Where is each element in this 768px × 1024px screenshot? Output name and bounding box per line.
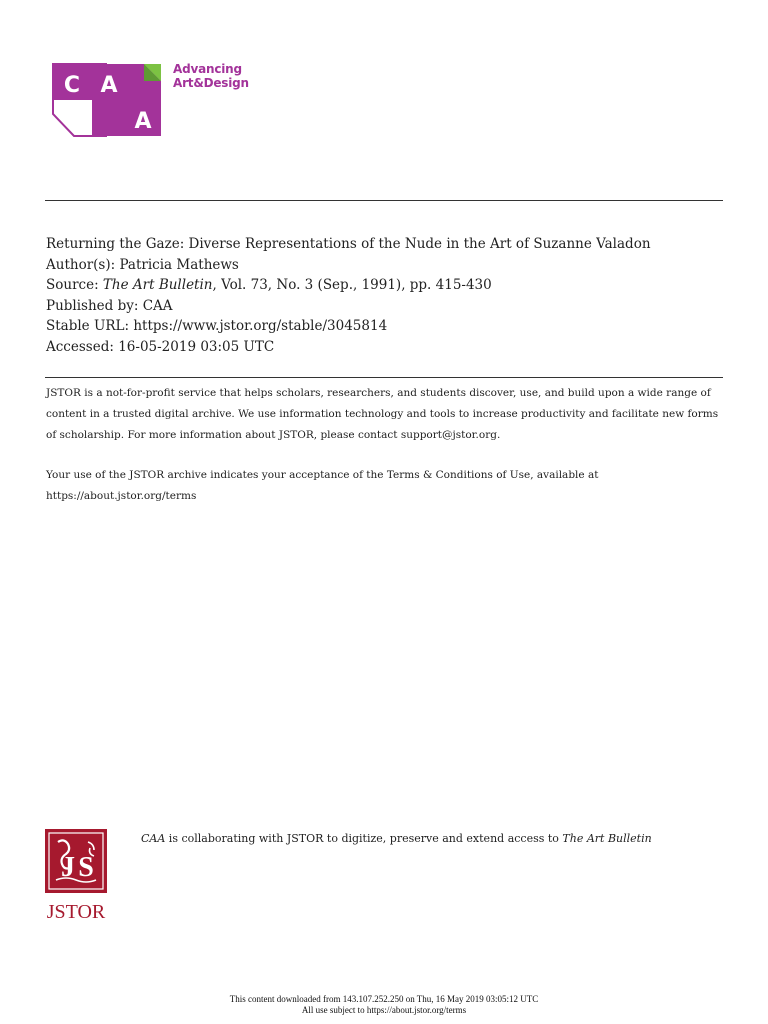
download-footer — [0, 994, 768, 1016]
logo-letter-a2: A — [134, 109, 152, 134]
accessed-value: 16-05-2019 03:05 UTC — [118, 338, 275, 355]
footer-line-1: This content downloaded from 143.107.252.250 on Thu, 16 May 2019 03:05:12 UTC — [229, 994, 539, 1004]
accessed-label: Accessed: — [46, 338, 114, 355]
article-title: Returning the Gaze: Diverse Representations of the Nude in the Art of Suzanne Valadon — [46, 236, 651, 252]
svg-text:J: J — [61, 852, 75, 883]
authors-line — [46, 255, 651, 276]
notice-paragraph-2: Your use of the JSTOR archive indicates your acceptance of the Terms & Conditions of Use, available at https://about.jstor.org/terms — [46, 469, 599, 502]
source-details: , Vol. 73, No. 3 (Sep., 1991), pp. 415-430 — [212, 277, 492, 293]
logo-tagline — [173, 62, 249, 90]
publisher-value: CAA — [142, 297, 173, 314]
article-metadata — [46, 234, 651, 357]
notice-paragraph-1: JSTOR is a not-for-profit service that helps scholars, researchers, and students discover, use, and build upon a wide range of content in a trusted digital archive. We use information technology and tools to increase productivity and facilitate new forms of scholarship. For more information about JSTOR, please contact support@jstor.org. — [46, 387, 719, 441]
source-line — [46, 275, 651, 296]
top-divider — [45, 200, 723, 201]
stable-url-label: Stable URL: — [46, 318, 130, 334]
authors-value: Patricia Mathews — [119, 256, 239, 273]
footer-line-2: All use subject to https://about.jstor.org/terms — [301, 1005, 467, 1015]
publisher-line — [46, 296, 651, 317]
jstor-logo-text: JSTOR — [46, 901, 106, 922]
tagline-line2: Art&Design — [173, 76, 249, 90]
svg-text:S: S — [78, 852, 94, 883]
accessed-line — [46, 337, 651, 358]
authors-label: Author(s): — [46, 256, 116, 273]
source-label: Source: — [46, 277, 99, 293]
logo-letter-c: C — [63, 73, 81, 98]
jstor-logo — [44, 828, 108, 922]
tagline-line1: Advancing — [173, 62, 242, 76]
jstor-notice — [46, 383, 726, 507]
logo-letter-a1: A — [100, 73, 118, 98]
bottom-divider — [45, 377, 723, 378]
collab-text: is collaborating with JSTOR to digitize, preserve and extend access to — [165, 832, 563, 845]
caa-logo — [52, 62, 162, 138]
stable-url-line — [46, 316, 651, 337]
publisher-label: Published by: — [46, 297, 139, 314]
source-journal: The Art Bulletin — [102, 277, 213, 293]
collab-org: CAA — [141, 832, 166, 845]
collab-journal: The Art Bulletin — [562, 832, 652, 845]
collaboration-statement — [141, 832, 652, 845]
stable-url-link[interactable]: https://www.jstor.org/stable/3045814 — [133, 318, 388, 334]
